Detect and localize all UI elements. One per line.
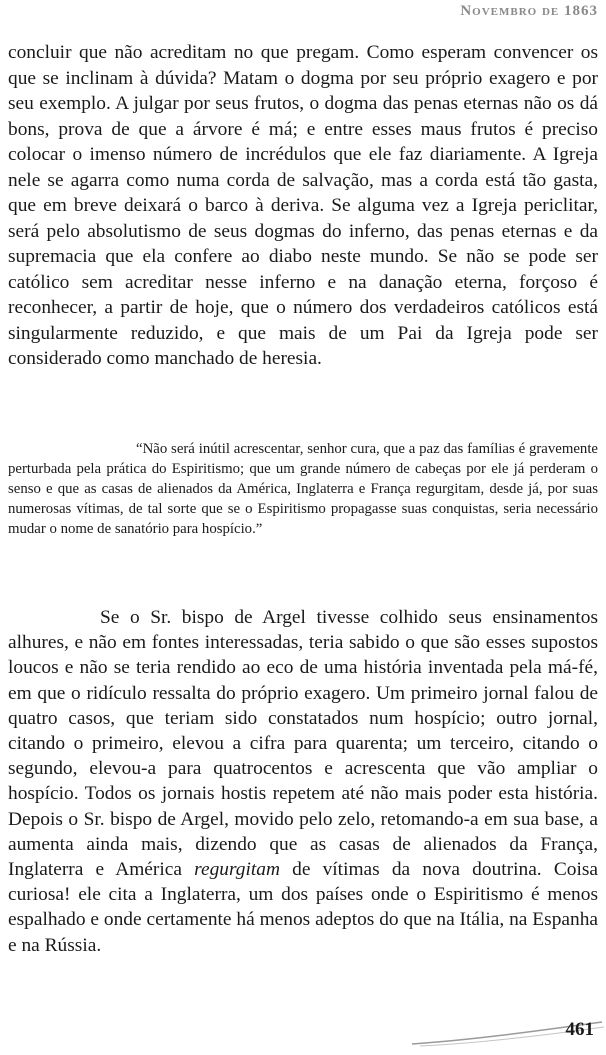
block-quote <box>8 439 598 539</box>
page-number: 461 <box>565 1019 594 1040</box>
text-run: Se o Sr. bispo de Argel tivesse colhido seus ensinamentos alhures, e não em fontes interessadas, teria sabido o que são esses supostos loucos e não se teria rendido ao eco de uma história inventada pela má-fé, em que o ridículo ressalta do próprio exagero. Um primeiro jornal falou de quatro casos, que teriam sido constatados num hospício; outro jornal, citando o primeiro, elevou a cifra para quarenta; um terceiro, citando o segundo, elevou-a para quatrocentos e acrescenta que vão ampliar o hospício. Todos os jornais hostis repetem até não mais poder esta história. Depois o Sr. bispo de Argel, movido pelo zelo, retomando-a em sua base, a aumenta ainda mais, dizendo que as casas de alienados da França, Inglaterra e América <box>8 607 598 881</box>
quote-paragraph: “Não será inútil acrescentar, senhor cura, que a paz das famílias é gravemente perturbada pela prática do Espiritismo; que um grande número de cabeças por ele já perderam o senso e que as casas de alienados da América, Inglaterra e França regurgitam, desde já, por suas numerosas vítimas, de tal sorte que se o Espiritismo propagasse suas conquistas, seria necessário mudar o nome de sanatório para hospício.” <box>8 441 598 537</box>
running-header: Novembro de 1863 <box>460 3 598 19</box>
paragraph: concluir que não acreditam no que pregam. Como esperam convencer os que se inclinam à dúvida? Matam o dogma por seu próprio exagero e por seu exemplo. A julgar por seus frutos, o dogma das penas eternas não os dá bons, prova de que a árvore é má; e entre esses maus frutos é preciso colocar o imenso número de incrédulos que ele faz diariamente. A Igreja nele se agarra como numa corda de salvação, mas a corda está tão gasta, que em breve deixará o barco à deriva. Se alguma vez a Igreja periclitar, será pelo absolutismo de seus dogmas do inferno, das penas eternas e da supremacia que ela confere ao diabo neste mundo. Se não se pode ser católico sem acreditar nesse inferno e na danação eterna, forçoso é reconhecer, a partir de hoje, que o número dos verdadeiros católicos está singularmente reduzido, e que mais de um Pai da Igreja pode ser considerado como manchado de heresia. <box>8 42 598 369</box>
body-text-bottom <box>8 605 598 958</box>
body-text-top <box>8 40 598 372</box>
paragraph <box>8 605 598 958</box>
italic-word: regurgitam <box>194 859 280 881</box>
text-run: de vítimas da nova doutrina. Coisa curiosa! ele cita a Inglaterra, um dos países onde o Espiritismo é menos espalhado e onde certamente há menos adeptos do que na Itália, na Espanha e na Rússia. <box>8 859 598 956</box>
